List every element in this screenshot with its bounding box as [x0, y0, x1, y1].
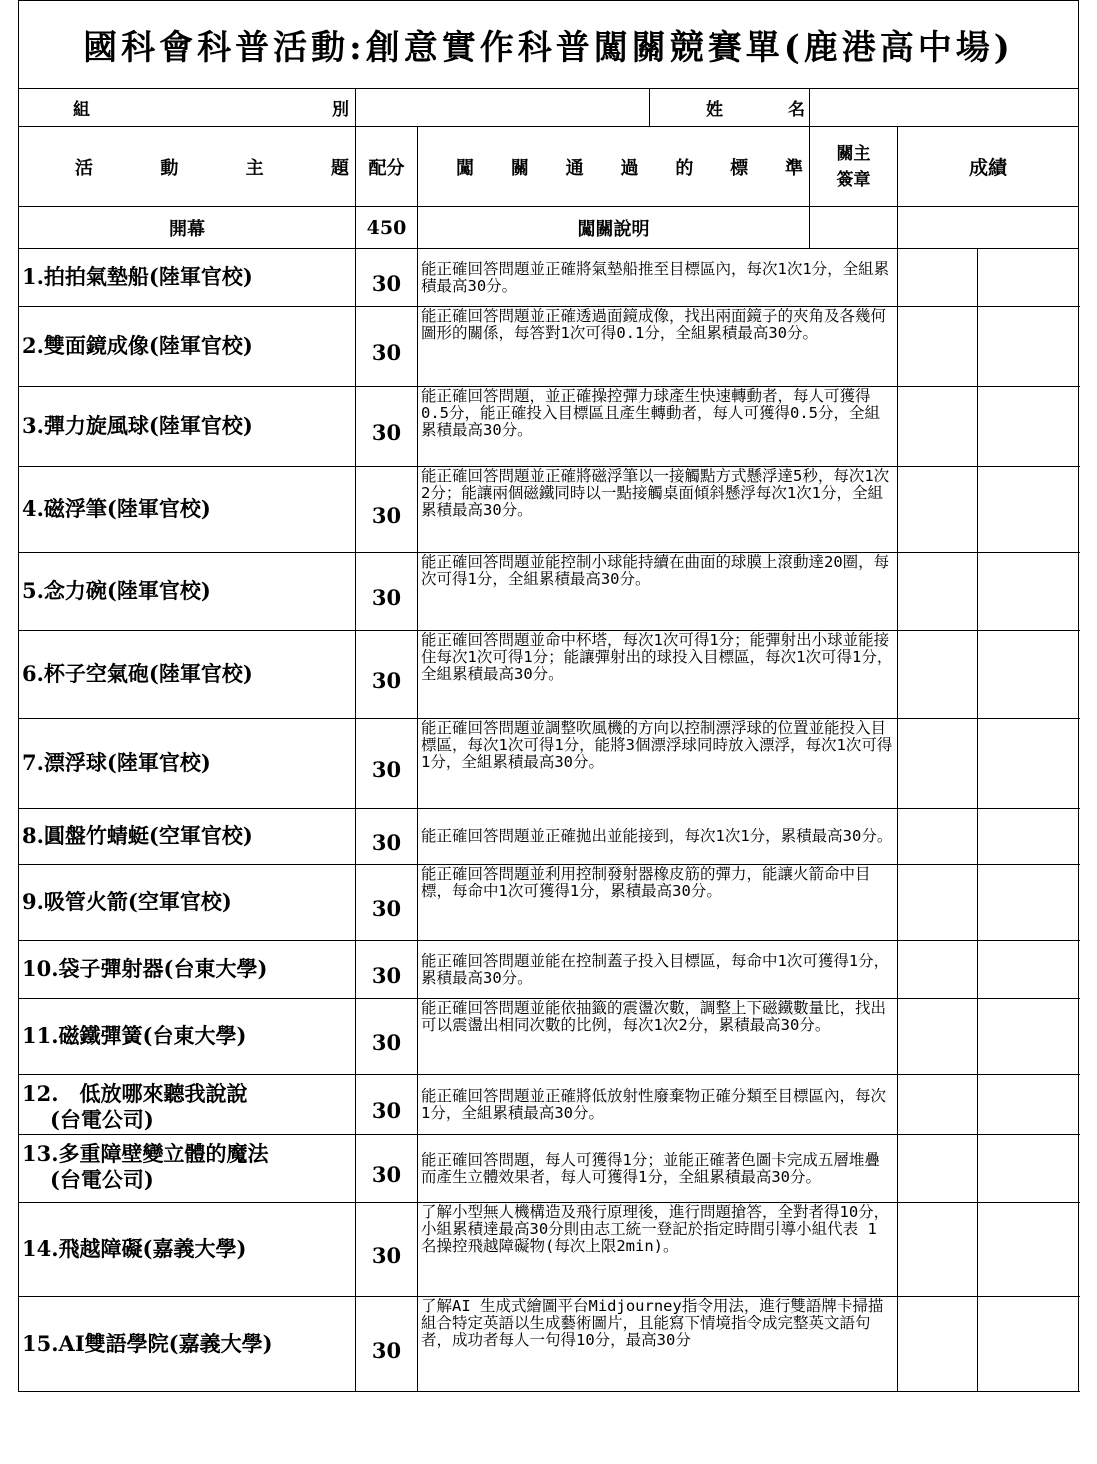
page-title: 國科會科普活動:創意實作科普闖關競賽單(鹿港高中場) — [19, 1, 1079, 89]
activity-name — [19, 941, 356, 999]
grade-cell[interactable] — [978, 719, 1079, 809]
activity-points: 30 — [356, 865, 418, 941]
activity-name-line1: 6.杯子空氣砲(陸軍官校) — [22, 661, 253, 687]
activity-name-line1: 15.AI雙語學院(嘉義大學) — [22, 1330, 273, 1356]
stamp-cell[interactable] — [898, 999, 978, 1075]
activity-points: 30 — [356, 941, 418, 999]
activity-row — [19, 307, 1079, 387]
group-value-field[interactable] — [356, 89, 650, 127]
activity-name-line1: 12. 低放哪來聽我說說 — [22, 1081, 248, 1106]
score-alloc-header: 配分 — [356, 127, 418, 207]
activity-name-line1: 4.磁浮筆(陸軍官校) — [22, 496, 211, 522]
activity-row — [19, 467, 1079, 553]
stamp-cell[interactable] — [898, 249, 978, 307]
activity-criteria: 能正確回答問題並能在控制蓋子投入目標區，每命中1次可獲得1分，累積最高30分。 — [418, 941, 898, 999]
activity-criteria: 能正確回答問題並正確將低放射性廢棄物正確分類至目標區內，每次1分，全組累積最高30分。 — [418, 1075, 898, 1135]
activity-row — [19, 631, 1079, 719]
grade-cell[interactable] — [978, 809, 1079, 865]
activity-name — [19, 1297, 356, 1392]
stamp-cell[interactable] — [898, 1297, 978, 1392]
activity-criteria: 能正確回答問題，並正確操控彈力球產生快速轉動者，每人可獲得0.5分，能正確投入目標區且產生轉動者，每人可獲得0.5分，全組累積最高30分。 — [418, 387, 898, 467]
activity-name — [19, 387, 356, 467]
activity-name — [19, 631, 356, 719]
activity-row — [19, 553, 1079, 631]
activity-row — [19, 865, 1079, 941]
activity-row — [19, 999, 1079, 1075]
activity-name — [19, 249, 356, 307]
activity-name-line1: 14.飛越障礙(嘉義大學) — [22, 1236, 247, 1262]
name-value-field[interactable] — [810, 89, 1079, 127]
activity-name-line1: 8.圓盤竹蜻蜓(空軍官校) — [22, 823, 253, 849]
activity-row — [19, 1297, 1079, 1392]
activity-points: 30 — [356, 249, 418, 307]
grade-cell[interactable] — [978, 467, 1079, 553]
activity-points: 30 — [356, 387, 418, 467]
activity-name-line1: 11.磁鐵彈簧(台東大學) — [22, 1023, 247, 1049]
activity-name-line1: 1.拍拍氣墊船(陸軍官校) — [22, 264, 253, 290]
activity-criteria: 能正確回答問題並正確拋出並能接到，每次1次1分，累積最高30分。 — [418, 809, 898, 865]
grade-cell[interactable] — [978, 1297, 1079, 1392]
grade-cell[interactable] — [978, 553, 1079, 631]
stamp-cell[interactable] — [898, 1135, 978, 1203]
name-label: 姓 名 — [650, 89, 810, 127]
activity-name-line1: 7.漂浮球(陸軍官校) — [22, 750, 211, 776]
opening-stamp-cell[interactable] — [810, 207, 898, 249]
grade-cell[interactable] — [978, 999, 1079, 1075]
criteria-header: 闖 關 通 過 的 標 準 — [418, 127, 810, 207]
activity-row — [19, 809, 1079, 865]
stamp-cell[interactable] — [898, 387, 978, 467]
grade-cell[interactable] — [978, 1203, 1079, 1297]
stamp-cell[interactable] — [898, 719, 978, 809]
grade-cell[interactable] — [978, 941, 1079, 999]
activity-criteria: 了解AI 生成式繪圖平台Midjourney指令用法，進行雙語牌卡掃描組合特定英語以生成藝術圖片，且能寫下情境指令成完整英文語句者，成功者每人一句得10分，最高30分 — [418, 1297, 898, 1392]
activity-row — [19, 719, 1079, 809]
stamp-cell[interactable] — [898, 467, 978, 553]
activity-row — [19, 1135, 1079, 1203]
activity-name — [19, 553, 356, 631]
activity-points: 30 — [356, 307, 418, 387]
grade-cell[interactable] — [978, 1135, 1079, 1203]
grade-cell[interactable] — [978, 249, 1079, 307]
activity-name-line2: (台電公司) — [50, 1167, 154, 1193]
stamp-cell[interactable] — [898, 1203, 978, 1297]
activity-points: 30 — [356, 1297, 418, 1392]
stamp-cell[interactable] — [898, 865, 978, 941]
activity-criteria: 能正確回答問題並調整吹風機的方向以控制漂浮球的位置並能投入目標區，每次1次可得1分，能將3個漂浮球同時放入漂浮，每次1次可得1分，全組累積最高30分。 — [418, 719, 898, 809]
activity-row — [19, 387, 1079, 467]
activity-name — [19, 1075, 356, 1135]
activity-name-line1: 10.袋子彈射器(台東大學) — [22, 956, 268, 982]
activity-row — [19, 1203, 1079, 1297]
activity-name — [19, 1135, 356, 1203]
opening-points: 450 — [356, 207, 418, 249]
stamp-cell[interactable] — [898, 809, 978, 865]
activity-name-line1: 2.雙面鏡成像(陸軍官校) — [22, 333, 253, 359]
activity-name-line2: (台電公司) — [50, 1107, 154, 1133]
stamp-header: 關主 簽章 — [810, 127, 898, 207]
activity-points: 30 — [356, 809, 418, 865]
activity-name — [19, 865, 356, 941]
activity-criteria: 能正確回答問題並正確透過面鏡成像，找出兩面鏡子的夾角及各幾何圖形的關係，每答對1次可得0.1分，全組累積最高30分。 — [418, 307, 898, 387]
grade-cell[interactable] — [978, 631, 1079, 719]
activity-name — [19, 467, 356, 553]
activity-name — [19, 1203, 356, 1297]
grade-cell[interactable] — [978, 307, 1079, 387]
activity-topic-header: 活 動 主 題 — [19, 127, 356, 207]
activity-row — [19, 249, 1079, 307]
activity-name — [19, 719, 356, 809]
activity-name-line1: 5.念力碗(陸軍官校) — [22, 578, 211, 604]
activity-points: 30 — [356, 467, 418, 553]
activity-criteria: 能正確回答問題並正確將氣墊船推至目標區內，每次1次1分，全組累積最高30分。 — [418, 249, 898, 307]
activity-criteria: 了解小型無人機構造及飛行原理後，進行問題搶答，全對者得10分，小組累積達最高30分則由志工統一登記於指定時間引導小組代表 1 名操控飛越障礙物(每次上限2min)。 — [418, 1203, 898, 1297]
activity-criteria: 能正確回答問題並能依抽籤的震盪次數，調整上下磁鐵數量比，找出可以震盪出相同次數的比例，每次1次2分，累積最高30分。 — [418, 999, 898, 1075]
activity-points: 30 — [356, 1075, 418, 1135]
stamp-cell[interactable] — [898, 941, 978, 999]
activity-name — [19, 999, 356, 1075]
activity-row — [19, 941, 1079, 999]
grade-cell[interactable] — [978, 1075, 1079, 1135]
activity-points: 30 — [356, 1135, 418, 1203]
stamp-cell[interactable] — [898, 307, 978, 387]
activity-name-line1: 13.多重障壁變立體的魔法 — [22, 1141, 269, 1166]
stamp-cell[interactable] — [898, 553, 978, 631]
activity-criteria: 能正確回答問題，每人可獲得1分；並能正確著色圖卡完成五層堆疊而產生立體效果者，每人可獲得1分，全組累積最高30分。 — [418, 1135, 898, 1203]
activity-name — [19, 307, 356, 387]
activity-points: 30 — [356, 999, 418, 1075]
activity-criteria: 能正確回答問題並命中杯塔，每次1次可得1分；能彈射出小球並能接住每次1次可得1分；能讓彈射出的球投入目標區，每次1次可得1分，全組累積最高30分。 — [418, 631, 898, 719]
activity-criteria: 能正確回答問題並能控制小球能持續在曲面的球膜上滾動達20圈，每次可得1分，全組累積最高30分。 — [418, 553, 898, 631]
competition-sheet — [18, 0, 1079, 1392]
opening-desc: 闖關說明 — [418, 207, 810, 249]
activity-points: 30 — [356, 553, 418, 631]
grade-cell[interactable] — [978, 387, 1079, 467]
activity-criteria: 能正確回答問題並利用控制發射器橡皮筋的彈力，能讓火箭命中目標，每命中1次可獲得1分，累積最高30分。 — [418, 865, 898, 941]
grade-cell[interactable] — [978, 865, 1079, 941]
activity-row — [19, 1075, 1079, 1135]
activity-points: 30 — [356, 631, 418, 719]
stamp-cell[interactable] — [898, 1075, 978, 1135]
activity-name-line1: 9.吸管火箭(空軍官校) — [22, 889, 232, 915]
group-label: 組 別 — [19, 89, 356, 127]
activity-name-line1: 3.彈力旋風球(陸軍官校) — [22, 413, 253, 439]
activity-points: 30 — [356, 1203, 418, 1297]
stamp-cell[interactable] — [898, 631, 978, 719]
activity-points: 30 — [356, 719, 418, 809]
activity-criteria: 能正確回答問題並正確將磁浮筆以一接觸點方式懸浮達5秒，每次1次2分；能讓兩個磁鐵同時以一點接觸桌面傾斜懸浮每次1次1分，全組累積最高30分。 — [418, 467, 898, 553]
opening-label: 開幕 — [19, 207, 356, 249]
activity-name — [19, 809, 356, 865]
opening-grade-cell[interactable] — [898, 207, 1079, 249]
grade-header: 成績 — [898, 127, 1079, 207]
